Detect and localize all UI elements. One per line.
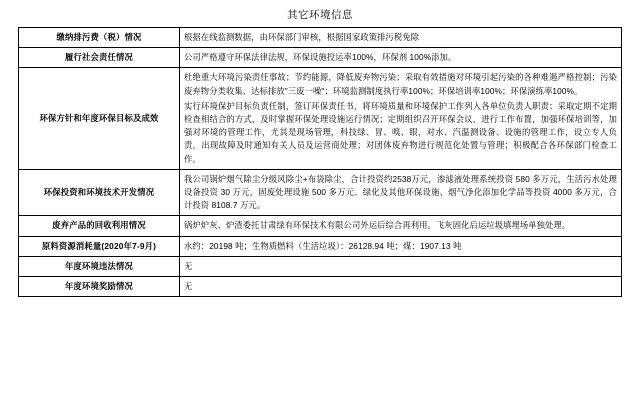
row-value-investment bbox=[180, 169, 622, 216]
paragraph: 无 bbox=[184, 281, 193, 292]
row-label-violations: 年度环境违法情况 bbox=[19, 256, 180, 276]
table-row bbox=[19, 236, 622, 256]
row-label-policy-goals: 环保方针和年度环保目标及成效 bbox=[19, 68, 180, 169]
paragraph: 无 bbox=[184, 260, 193, 271]
row-label-social-responsibility: 履行社会责任情况 bbox=[19, 48, 180, 68]
row-value-pollution-fee bbox=[180, 28, 622, 48]
table-row bbox=[19, 68, 622, 169]
table-row bbox=[19, 216, 622, 236]
paragraph: 我公司锅炉烟气除尘分级风除尘+布袋除尘，合计投资约2538万元，渗滤液处理系统投资 580 多万元，生活污水处理设备投资 30 万元，固废处理设施 500 多万元、绿化及其他环保设施、烟气净化添加化学品等投资 4000 多万元，合计投资 8108.7 万元。 bbox=[184, 173, 617, 211]
table-row bbox=[19, 169, 622, 216]
page-title: 其它环境信息 bbox=[287, 9, 353, 21]
row-value-awards bbox=[180, 277, 622, 297]
table-row bbox=[19, 28, 622, 48]
table-row bbox=[19, 48, 622, 68]
row-label-awards: 年度环境奖励情况 bbox=[19, 277, 180, 297]
row-label-investment: 环保投资和环境技术开发情况 bbox=[19, 169, 180, 216]
paragraph: 杜绝重大环境污染责任事故；节约能源，降低废弃物污染；采取有效措施对环境引起污染的各种难遏严格控制；污染废弃物分类收集、达标排放"三废一噪"；环境监测制度执行率100%；环保培训率100%；环保演练率100%。 bbox=[184, 72, 617, 96]
row-value-social-responsibility bbox=[180, 48, 622, 68]
table-row bbox=[19, 277, 622, 297]
paragraph: 实行环境保护目标负责任制，签订环保责任书，将环境质量和环境保护工作列入各单位负责人职责；采取定期不定期检查相结合的方式，及时掌握环保处理设施运行情况；定期组织召开环保会议，进行工作布置，加强环保培训等，加强对环境的管理工作，尤其是现场管理，科技绿、冒、嗅、眼，对水、汽温测设备、设施的管理工作，设立专人负责，出现故障及时通知有关人员及运营商处理；对团体废弃物进行规范化处置与管理；积极配合各环保部门检查工作。 bbox=[184, 100, 617, 164]
paragraph: 锅炉炉灰、炉渣委托甘肃绿有环保技术有限公司外运后综合再利用。飞灰固化后运垃圾填埋场单独处理。 bbox=[184, 220, 571, 231]
row-label-pollution-fee: 缴纳排污费（税）情况 bbox=[19, 28, 180, 48]
paragraph: 水约：20198 吨；生物质燃料（生活垃圾）：26128.94 吨；煤：1907.13 吨 bbox=[184, 240, 462, 251]
environment-info-table bbox=[18, 27, 622, 297]
row-value-violations bbox=[180, 256, 622, 276]
paragraph: 根据在线监测数据，由环保部门审核，根据国家政策排污税免除 bbox=[184, 32, 420, 42]
row-value-waste-recycling bbox=[180, 216, 622, 236]
row-value-policy-goals bbox=[180, 68, 622, 169]
row-value-resource-consumption bbox=[180, 236, 622, 256]
table-row bbox=[19, 256, 622, 276]
row-label-resource-consumption: 原料资源消耗量(2020年7-9月) bbox=[19, 236, 180, 256]
row-label-waste-recycling: 废弃产品的回收利用情况 bbox=[19, 216, 180, 236]
paragraph: 公司严格遵守环保法律法规，环保设施投运率100%，环保剂 100%添加。 bbox=[184, 52, 457, 63]
